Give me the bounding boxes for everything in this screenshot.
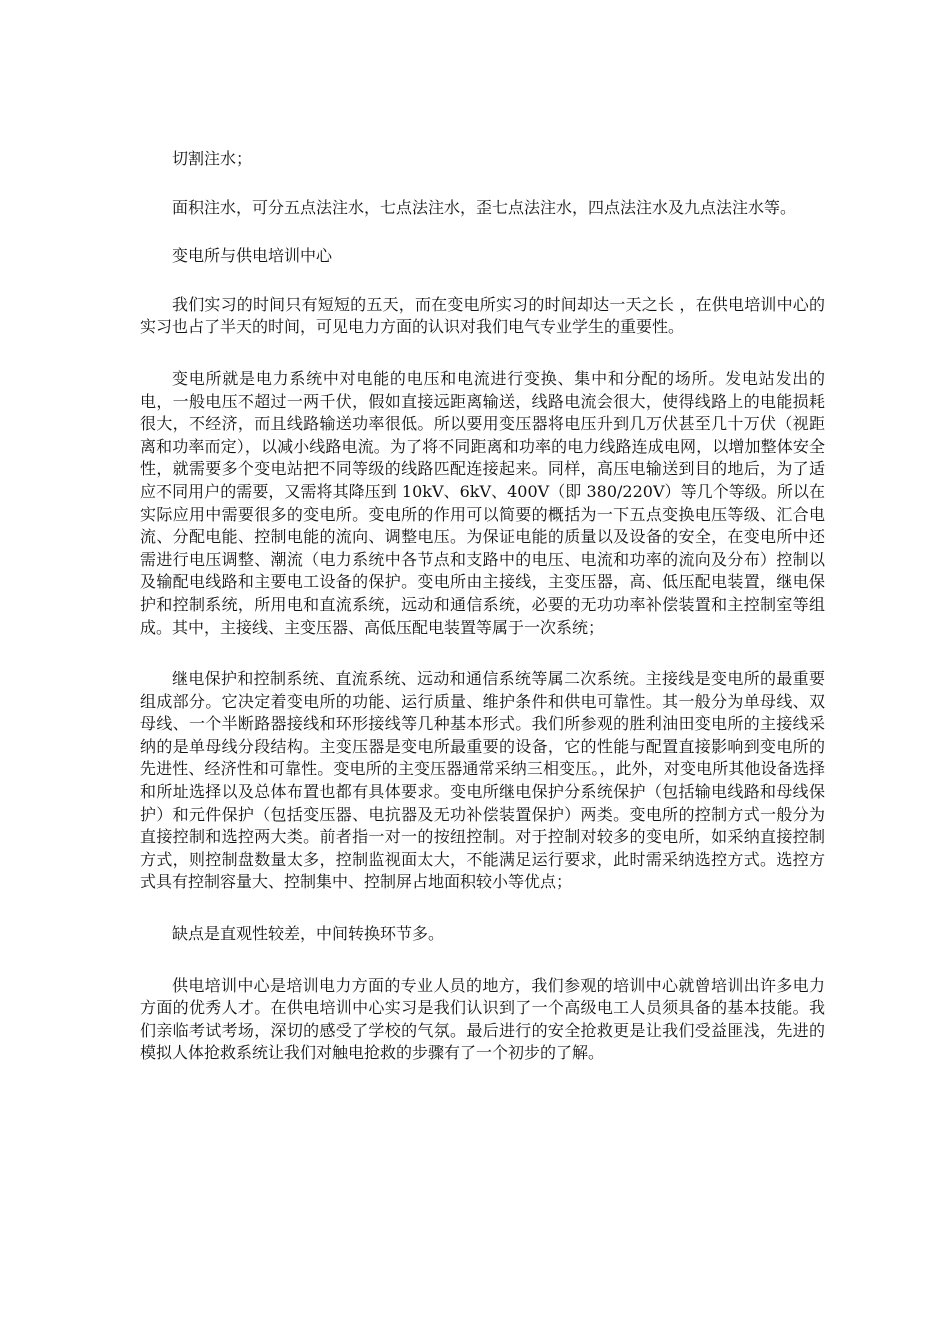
paragraph-area-injection: 面积注水，可分五点法注水，七点法注水，歪七点法注水，四点法注水及九点法注水等。 (172, 197, 797, 217)
paragraph-secondary-system: 继电保护和控制系统、直流系统、远动和通信系统等属二次系统。主接线是变电所的最重要组成部分。它决定着变电所的功能、运行质量、维护条件和供电可靠性。其一般分为单母线、双母线、一个半断路器接线和环形接线等几种基本形式。我们所参观的胜利油田变电所的主接线采纳的是单母线分段结构。主变压器是变电所最重要的设备，它的性能与配置直接影响到变电所的先进性、经济性和可靠性。变电所的主变压器通常采纳三相变压。，此外，对变电所其他设备选择和所址选择以及总体布置也都有具体要求。变电所继电保护分系统保护（包括输电线路和母线保护）和元件保护（包括变压器、电抗器及无功补偿装置保护）两类。变电所的控制方式一般分为直接控制和选控两大类。前者指一对一的按纽控制。对于控制对较多的变电所，如采纳直接控制方式，则控制盘数量太多，控制监视面太大，不能满足运行要求，此时需采纳选控方式。选控方式具有控制容量大、控制集中、控制屏占地面积较小等优点； (140, 669, 825, 892)
paragraph-cut-injection: 切割注水； (172, 149, 253, 168)
paragraph-drawbacks: 缺点是直观性较差，中间转换环节多。 (172, 924, 445, 944)
document-body (140, 148, 825, 1065)
paragraph-intro: 我们实习的时间只有短短的五天，而在变电所实习的时间却达一天之长 ，在供电培训中心的实习也占了半天的时间，可见电力方面的认识对我们电气专业学生的重要性。 (140, 294, 825, 337)
paragraph-training-center: 供电培训中心是培训电力方面的专业人员的地方，我们参观的培训中心就曾培训出许多电力方面的优秀人才。在供电培训中心实习是我们认识到了一个高级电工人员须具备的基本技能。我们亲临考试考场，深切的感受了学校的气氛。最后进行的安全抢救更是让我们受益匪浅，先进的模拟人体抢救系统让我们对触电抢救的步骤有了一个初步的了解。 (140, 975, 825, 1063)
section-heading: 变电所与供电培训中心 (172, 246, 333, 266)
paragraph-substation: 变电所就是电力系统中对电能的电压和电流进行变换、集中和分配的场所。发电站发出的电，一般电压不超过一两千伏，假如直接远距离输送，线路电流会很大，使得线路上的电能损耗很大，不经济，而且线路输送功率很低。所以要用变压器将电压升到几万伏甚至几十万伏（视距离和功率而定），以减小线路电流。为了将不同距离和功率的电力线路连成电网，以增加整体安全性，就需要多个变电站把不同等级的线路匹配连接起来。同样，高压电输送到目的地后，为了适应不同用户的需要，又需将其降压到 10kV、6kV、400V（即 380/220V）等几个等级。所以在实际应用中需要很多的变电所。变电所的作用可以简要的概括为一下五点变换电压等级、汇合电流、分配电能、控制电能的流向、调整电压。为保证电能的质量以及设备的安全，在变电所中还需进行电压调整、潮流（电力系统中各节点和支路中的电压、电流和功率的流向及分布）控制以及输配电线路和主要电工设备的保护。变电所由主接线，主变压器，高、低压配电装置，继电保护和控制系统，所用电和直流系统，远动和通信系统，必要的无功功率补偿装置和主控制室等组成。其中，主接线、主变压器、高低压配电装置等属于一次系统； (140, 368, 825, 637)
